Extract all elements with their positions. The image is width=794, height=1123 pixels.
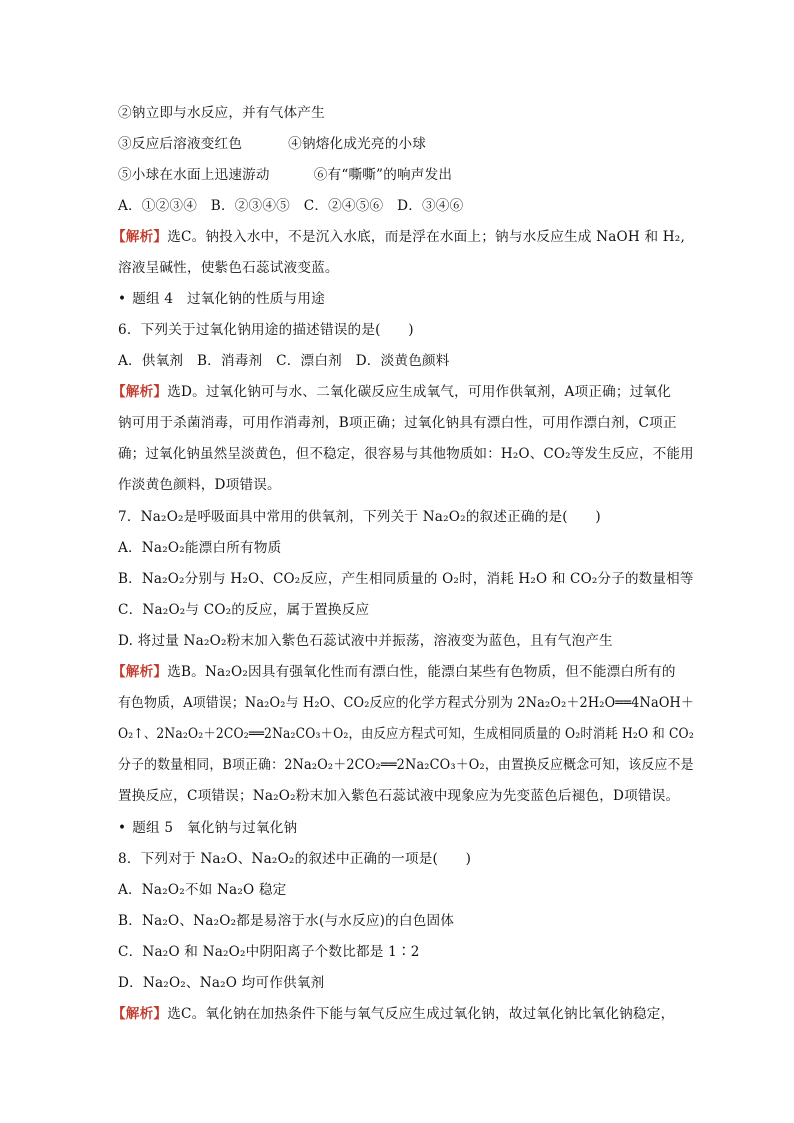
bullet-icon: • <box>118 291 127 307</box>
text-segment: ③反应后溶液变红色 <box>118 136 243 152</box>
analysis-line <box>112 1004 674 1024</box>
question-8 <box>118 849 471 869</box>
text-segment: ④钠熔化成光亮的小球 <box>288 136 427 152</box>
analysis-tag: 【解析】 <box>112 384 168 400</box>
analysis-line <box>112 227 685 247</box>
question-text: 6．下列关于过氧化钠用途的描述错误的是( ) <box>118 322 414 338</box>
analysis-line <box>118 475 281 495</box>
text-line: ②钠立即与水反应，并有气体产生 <box>118 105 325 121</box>
choice-b-q8 <box>118 911 454 931</box>
text-line: 选D。过氧化钠可与水、二氧化碳反应生成氧气，可用作供氧剂，A项正确；过氧化 <box>167 384 672 400</box>
text-line: O₂↑、2Na₂O₂＋2CO₂══2Na₂CO₃＋O₂，由反应方程式可知，生成相同质量的 O₂时消耗 H₂O 和 CO₂ <box>118 726 694 742</box>
bullet-icon: • <box>118 820 127 836</box>
analysis-line <box>118 258 339 278</box>
option-line-3-4 <box>118 134 426 154</box>
question-6 <box>118 320 414 340</box>
analysis-line <box>118 724 694 744</box>
analysis-line <box>118 444 694 464</box>
text-line: D．Na₂O₂、Na₂O 均可作供氧剂 <box>118 975 325 991</box>
text-line: C．Na₂O₂与 CO₂的反应，属于置换反应 <box>118 602 370 618</box>
analysis-line <box>118 413 677 433</box>
answer-choices-q5 <box>118 196 463 216</box>
text-line: 溶液呈碱性，使紫色石蕊试液变蓝。 <box>118 260 339 276</box>
option-line-2 <box>118 103 325 123</box>
text-segment: ⑤小球在水面上迅速游动 <box>118 167 270 183</box>
analysis-tag: 【解析】 <box>112 229 168 245</box>
analysis-tag: 【解析】 <box>112 1006 168 1022</box>
text-line: A．Na₂O₂能漂白所有物质 <box>118 540 282 556</box>
choice-c-q7 <box>118 600 369 620</box>
question-7 <box>118 507 601 527</box>
analysis-line <box>118 693 694 713</box>
question-text: 8．下列对于 Na₂O、Na₂O₂的叙述中正确的一项是( ) <box>118 851 472 867</box>
section-heading-group-4 <box>118 289 325 309</box>
analysis-line <box>112 662 676 682</box>
text-line: A．Na₂O₂不如 Na₂O 稳定 <box>118 882 287 898</box>
question-text: 7．Na₂O₂是呼吸面具中常用的供氧剂，下列关于 Na₂O₂的叙述正确的是( ) <box>118 509 601 525</box>
text-line: 选C。氧化钠在加热条件下能与氧气反应生成过氧化钠，故过氧化钠比氧化钠稳定， <box>167 1006 675 1022</box>
text-line: 钠可用于杀菌消毒，可用作消毒剂，B项正确；过氧化钠具有漂白性，可用作漂白剂，C项正 <box>118 415 677 431</box>
section-heading-group-5 <box>118 818 297 838</box>
text-segment: ⑥有“嘶嘶”的响声发出 <box>313 167 453 183</box>
choice-a-q7 <box>118 538 281 558</box>
choice-a-q8 <box>118 880 286 900</box>
analysis-line <box>118 786 679 806</box>
text-line: A．供氧剂 B．消毒剂 C．漂白剂 D．淡黄色颜料 <box>118 353 450 369</box>
option-line-5-6 <box>118 165 452 185</box>
text-line: 有色物质，A项错误；Na₂O₂与 H₂O、CO₂反应的化学方程式分别为 2Na₂O₂＋2H₂O══4NaOH＋ <box>118 695 694 711</box>
text-line: 作淡黄色颜料，D项错误。 <box>118 477 281 493</box>
analysis-tag: 【解析】 <box>112 664 168 680</box>
section-heading: 题组 4 过氧化钠的性质与用途 <box>132 291 325 307</box>
text-line: 置换反应，C项错误；Na₂O₂粉末加入紫色石蕊试液中现象应为先变蓝色后褪色，D项错误。 <box>118 788 680 804</box>
analysis-line <box>118 755 694 775</box>
text-line: A．①②③④ B．②③④⑤ C．②④⑤⑥ D．③④⑥ <box>118 198 464 214</box>
text-line: 选B。Na₂O₂因具有强氧化性而有漂白性，能漂白某些有色物质，但不能漂白所有的 <box>167 664 676 680</box>
text-line: 确；过氧化钠虽然呈淡黄色，但不稳定，很容易与其他物质如：H₂O、CO₂等发生反应，不能用 <box>118 446 694 462</box>
text-line: B．Na₂O、Na₂O₂都是易溶于水(与水反应)的白色固体 <box>118 913 455 929</box>
text-line: 分子的数量相同，B项正确：2Na₂O₂＋2CO₂══2Na₂CO₃＋O₂，由置换反应概念可知，该反应不是 <box>118 757 694 773</box>
choice-d-q7 <box>118 631 613 651</box>
choice-b-q7 <box>118 569 694 589</box>
answer-choices-q6 <box>118 351 450 371</box>
section-heading: 题组 5 氧化钠与过氧化钠 <box>132 820 298 836</box>
choice-c-q8 <box>118 942 420 962</box>
text-line: B．Na₂O₂分别与 H₂O、CO₂反应，产生相同质量的 O₂时，消耗 H₂O 和 CO₂分子的数量相等 <box>118 571 694 587</box>
analysis-line <box>112 382 671 402</box>
choice-d-q8 <box>118 973 324 993</box>
text-line: 选C。钠投入水中，不是沉入水底，而是浮在水面上；钠与水反应生成 NaOH 和 H₂, <box>167 229 685 245</box>
text-line: C．Na₂O 和 Na₂O₂中阴阳离子个数比都是 1∶2 <box>118 944 420 960</box>
text-line: D. 将过量 Na₂O₂粉末加入紫色石蕊试液中并振荡，溶液变为蓝色，且有气泡产生 <box>118 633 613 649</box>
